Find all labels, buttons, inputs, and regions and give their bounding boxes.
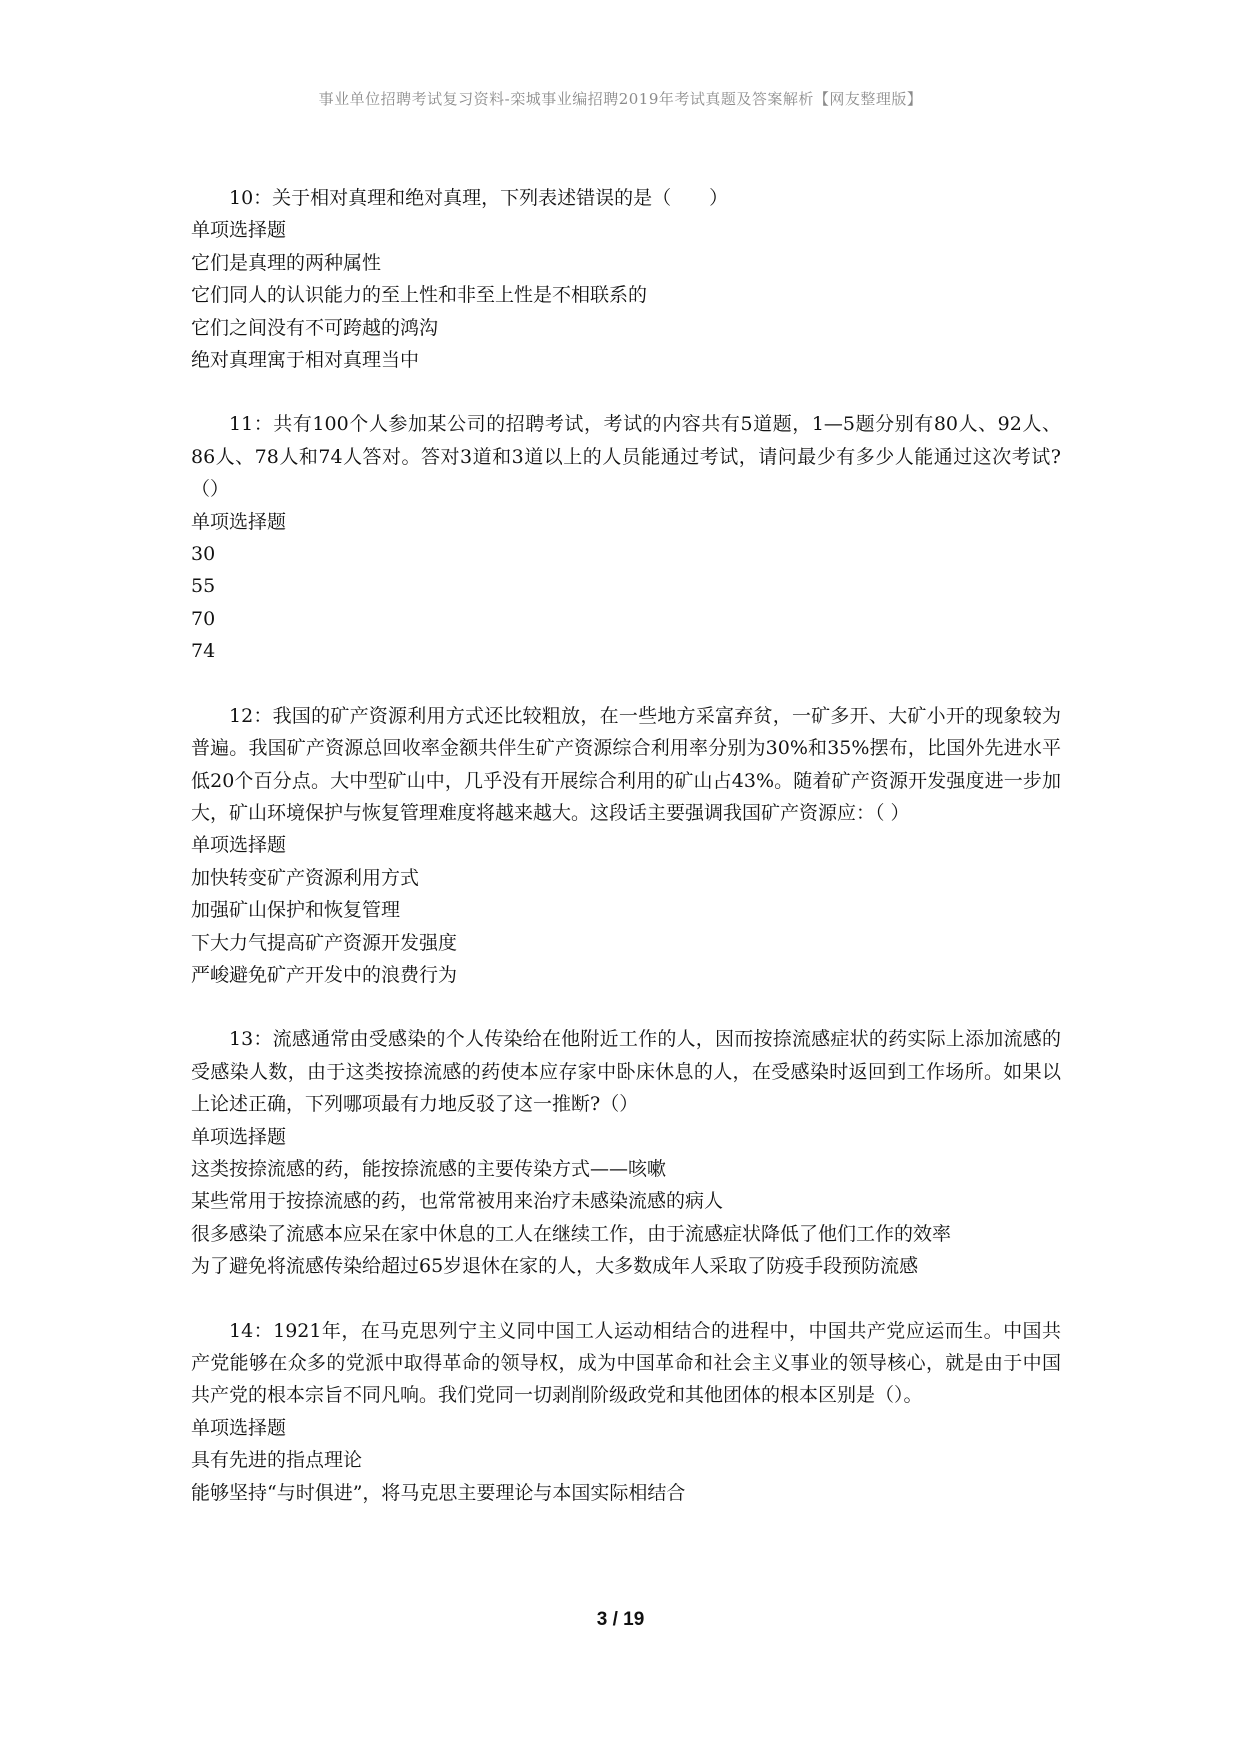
question-11: [191, 408, 1061, 667]
option: 严峻避免矿产开发中的浪费行为: [191, 963, 458, 986]
option: 70: [191, 607, 216, 630]
option: 下大力气提高矿产资源开发强度: [191, 931, 458, 954]
question-13: [191, 1023, 1061, 1282]
option: 它们同人的认识能力的至上性和非至上性是不相联系的: [191, 284, 648, 307]
question-type: 单项选择题: [191, 1416, 287, 1439]
option: 74: [191, 640, 216, 663]
question-type: 单项选择题: [191, 834, 287, 857]
option: 它们是真理的两种属性: [191, 251, 382, 274]
question-type: 单项选择题: [191, 1125, 287, 1148]
question-12: [191, 700, 1061, 992]
option: 这类按捺流感的药，能按捺流感的主要传染方式——咳嗽: [191, 1157, 667, 1180]
option: 加快转变矿产资源利用方式: [191, 866, 420, 889]
option: 加强矿山保护和恢复管理: [191, 899, 401, 922]
option: 某些常用于按捺流感的药，也常常被用来治疗未感染流感的病人: [191, 1190, 724, 1213]
option: 绝对真理寓于相对真理当中: [191, 349, 420, 372]
page-content: [191, 182, 1061, 1541]
question-14: [191, 1315, 1061, 1509]
question-stem: 13：流感通常由受感染的个人传染给在他附近工作的人，因而按捺流感症状的药实际上添加流感的受感染人数，由于这类按捺流感的药使本应存家中卧床休息的人，在受感染时返回到工作场所。如果以上论述正确，下列哪项最有力地反驳了这一推断?（）: [191, 1028, 1061, 1116]
option: 为了避免将流感传染给超过65岁退休在家的人，大多数成年人采取了防疫手段预防流感: [191, 1255, 919, 1278]
option: 能够坚持“与时俱进”，将马克思主要理论与本国实际相结合: [191, 1481, 686, 1504]
question-type: 单项选择题: [191, 510, 287, 533]
question-stem: 14：1921年，在马克思列宁主义同中国工人运动相结合的进程中，中国共产党应运而生。中国共产党能够在众多的党派中取得革命的领导权，成为中国革命和社会主义事业的领导核心，就是由于中国共产党的根本宗旨不同凡响。我们党同一切剥削阶级政党和其他团体的根本区别是（）。: [191, 1319, 1061, 1407]
page-number: 3 / 19: [596, 1609, 645, 1630]
question-stem: 12：我国的矿产资源利用方式还比较粗放，在一些地方采富弃贫，一矿多开、大矿小开的现象较为普遍。我国矿产资源总回收率金额共伴生矿产资源综合利用率分别为30%和35%摆布，比国外先进水平低20个百分点。大中型矿山中，几乎没有开展综合利用的矿山占43%。随着矿产资源开发强度进一步加大，矿山环境保护与恢复管理难度将越来越大。这段话主要强调我国矿产资源应：（ ）: [191, 704, 1061, 824]
option: 30: [191, 543, 216, 566]
option: 55: [191, 575, 216, 598]
question-stem: 10：关于相对真理和绝对真理，下列表述错误的是（ ）: [229, 187, 729, 209]
option: 具有先进的指点理论: [191, 1449, 363, 1472]
option: 它们之间没有不可跨越的鸿沟: [191, 316, 439, 339]
question-stem: 11：共有100个人参加某公司的招聘考试，考试的内容共有5道题，1—5题分别有80人、92人、86人、78人和74人答对。答对3道和3道以上的人员能通过考试，请问最少有多少人能通过这次考试?（）: [191, 413, 1061, 501]
page-header: 事业单位招聘考试复习资料-栾城事业编招聘2019年考试真题及答案解析【网友整理版】: [318, 90, 923, 108]
question-10: [191, 182, 1061, 376]
option: 很多感染了流感本应呆在家中休息的工人在继续工作，由于流感症状降低了他们工作的效率: [191, 1222, 952, 1245]
question-type: 单项选择题: [191, 219, 287, 242]
